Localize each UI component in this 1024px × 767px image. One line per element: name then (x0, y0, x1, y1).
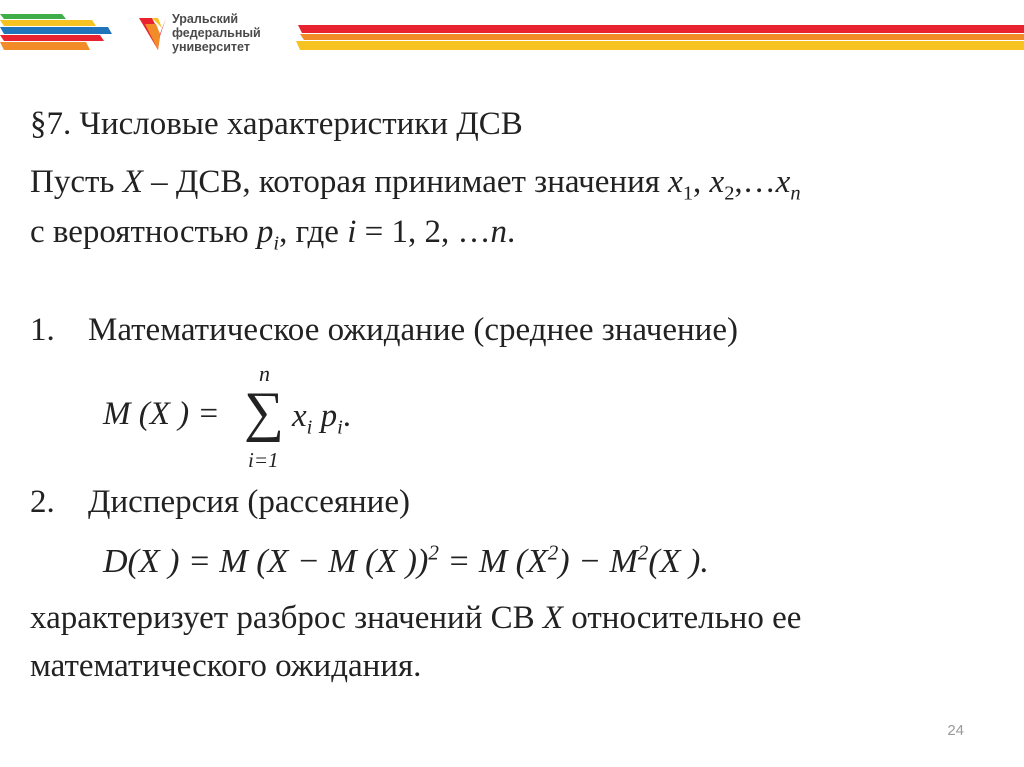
var-X: X (122, 164, 143, 200)
sum-upper-limit: n (259, 361, 270, 386)
var-p: p (256, 214, 274, 250)
sub-1: 1 (682, 182, 694, 205)
right-stripes (296, 25, 1024, 50)
conclusion-line-2: математического ожидания. (30, 648, 422, 684)
intro-line-1 (30, 162, 801, 205)
stripe-right-red (298, 25, 1024, 33)
var-x2: x (709, 164, 725, 200)
left-stripes (0, 14, 112, 50)
logo-line-3: университет (172, 40, 250, 54)
slide-title: §7. Числовые характеристики ДСВ (30, 106, 523, 142)
sub-n: n (790, 182, 801, 205)
exp-3: 2 (637, 540, 649, 565)
expectation-lhs: M (X ) = (103, 396, 220, 432)
var-n: n (490, 214, 507, 250)
sub-i: i (273, 232, 280, 255)
intro-let: Пусть (30, 164, 115, 200)
variance-part-3: ) − M (558, 543, 638, 580)
stripe-blue (0, 27, 112, 34)
eq-text: = 1, 2, … (356, 214, 491, 250)
logo-line-1: Уральский (172, 12, 239, 26)
sum-lower-limit: i=1 (248, 448, 279, 472)
prob-text: с вероятностью (30, 214, 257, 250)
term-period: . (342, 398, 352, 434)
item-2-number: 2. (30, 484, 55, 520)
stripe-right-yellow (296, 41, 1024, 50)
university-logo-mark (139, 18, 166, 50)
intro-text: – ДСВ, которая принимает значения (142, 164, 669, 200)
var-x1: x (668, 164, 683, 200)
var-i: i (347, 214, 357, 250)
item-1-text: Математическое ожидание (среднее значение) (88, 312, 738, 348)
variance-part-2: = M (X (438, 543, 548, 580)
term-p-sub: i (337, 416, 343, 439)
where-text: , где (279, 214, 348, 250)
conclusion-var-X: X (542, 600, 564, 636)
variance-formula (103, 541, 709, 583)
conclusion-line-1 (30, 598, 801, 638)
period: . (507, 214, 516, 250)
variance-part-1: D(X ) = M (X − M (X )) (103, 543, 429, 580)
var-xn: x (775, 164, 791, 200)
stripe-yellow (0, 20, 96, 26)
item-1-number: 1. (30, 312, 55, 348)
term-x-sub: i (306, 416, 313, 439)
stripe-green (0, 14, 66, 19)
intro-line-2 (30, 212, 516, 255)
term-x: x (292, 398, 307, 434)
sep: , (693, 164, 710, 200)
sum-symbol: ∑ (244, 381, 284, 443)
term-p: p (312, 398, 338, 434)
variance-part-4: (X ). (648, 543, 709, 580)
exp-1: 2 (428, 540, 439, 565)
stripe-right-orange (300, 34, 1024, 40)
header-stripes (0, 0, 1024, 60)
logo-line-2: федеральный (172, 26, 261, 40)
sub-2: 2 (724, 182, 735, 205)
stripe-orange (0, 42, 90, 50)
item-2-text: Дисперсия (рассеяние) (88, 484, 410, 520)
stripe-red (0, 35, 104, 41)
exp-2: 2 (547, 540, 559, 565)
university-name (172, 12, 261, 54)
dots: ,… (734, 164, 776, 200)
sum-term (292, 396, 352, 439)
conclusion-text: характеризует разброс значений СВ (30, 600, 543, 636)
conclusion-text-end: относительно ее (563, 600, 802, 636)
page-number: 24 (947, 722, 964, 739)
